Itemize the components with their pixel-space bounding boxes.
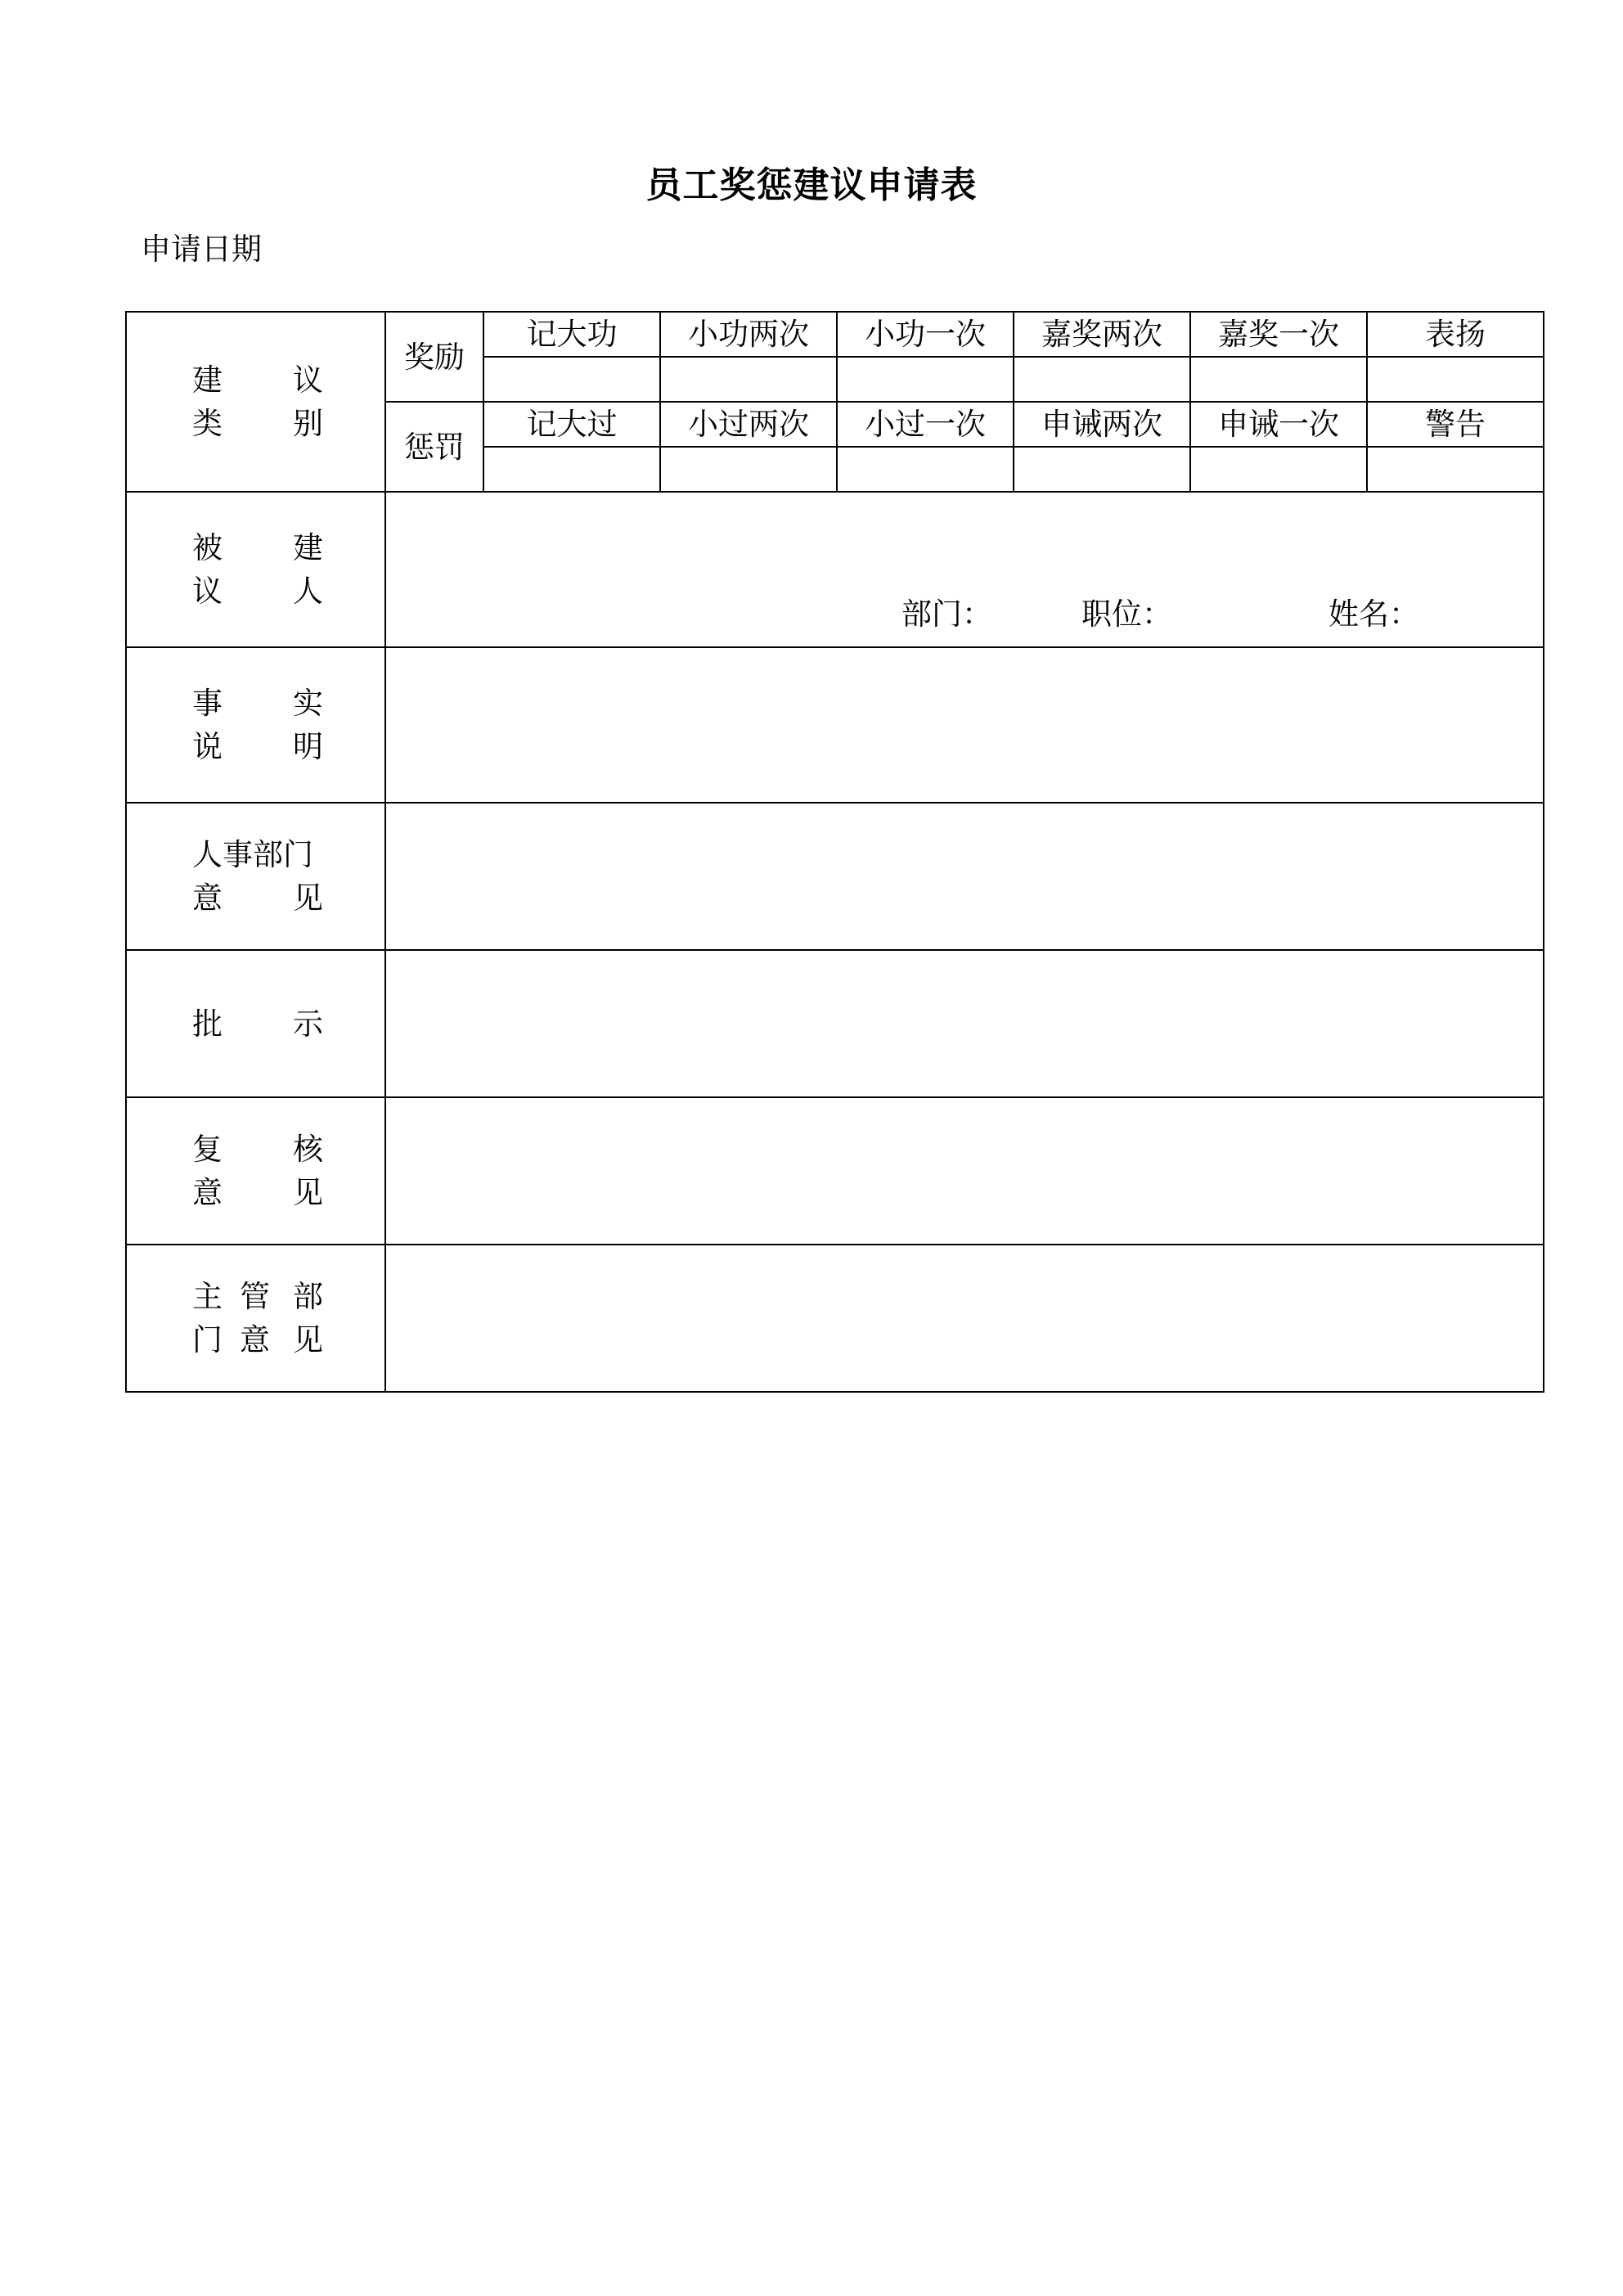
application-date-label: 申请日期 <box>141 232 262 267</box>
punishment-label: 惩罚 <box>385 402 483 492</box>
nominee-field[interactable] <box>385 492 1544 647</box>
nominee-label: 被 建 议 人 <box>126 492 385 647</box>
supervisor-opinion-field[interactable] <box>385 1245 1544 1392</box>
approval-label: 批 示 <box>126 950 385 1097</box>
reward-option: 嘉奖两次 <box>1014 312 1190 357</box>
reward-option: 小功一次 <box>837 312 1014 357</box>
punishment-check-cell[interactable] <box>1190 447 1367 492</box>
reward-check-cell[interactable] <box>1190 357 1367 402</box>
reward-punishment-form-table <box>125 311 1544 1393</box>
facts-field[interactable] <box>385 647 1544 803</box>
facts-row <box>126 647 1544 803</box>
reward-check-cell[interactable] <box>1014 357 1190 402</box>
reward-check-cell[interactable] <box>837 357 1014 402</box>
reward-label: 奖励 <box>385 312 483 402</box>
hr-opinion-label: 人事部门 意 见 <box>126 803 385 950</box>
reward-option: 记大功 <box>483 312 660 357</box>
nominee-row <box>126 492 1544 647</box>
position-label: 职位： <box>1081 597 1172 632</box>
punishment-check-cell[interactable] <box>660 447 837 492</box>
punishment-check-cell[interactable] <box>1014 447 1190 492</box>
punishment-check-cell[interactable] <box>837 447 1014 492</box>
punishment-option: 申诫一次 <box>1190 402 1367 447</box>
department-label: 部门： <box>901 597 992 632</box>
reward-check-cell[interactable] <box>660 357 837 402</box>
reward-option: 表扬 <box>1367 312 1544 357</box>
review-opinion-label: 复 核 意 见 <box>126 1097 385 1245</box>
form-title: 员工奖惩建议申请表 <box>645 164 978 206</box>
approval-field[interactable] <box>385 950 1544 1097</box>
supervisor-opinion-label: 主 管 部 门 意 见 <box>126 1245 385 1392</box>
punishment-option: 警告 <box>1367 402 1544 447</box>
review-opinion-row <box>126 1097 1544 1245</box>
review-opinion-field[interactable] <box>385 1097 1544 1245</box>
hr-opinion-row <box>126 803 1544 950</box>
supervisor-opinion-row <box>126 1245 1544 1392</box>
reward-option: 嘉奖一次 <box>1190 312 1367 357</box>
punishment-check-cell[interactable] <box>1367 447 1544 492</box>
facts-label: 事 实 说 明 <box>126 647 385 803</box>
suggestion-type-label: 建 议 类 别 <box>126 312 385 492</box>
punishment-option: 小过两次 <box>660 402 837 447</box>
reward-option: 小功两次 <box>660 312 837 357</box>
reward-check-cell[interactable] <box>483 357 660 402</box>
punishment-option: 记大过 <box>483 402 660 447</box>
name-label: 姓名： <box>1329 597 1419 632</box>
punishment-check-cell[interactable] <box>483 447 660 492</box>
punishment-option: 申诫两次 <box>1014 402 1190 447</box>
approval-row <box>126 950 1544 1097</box>
reward-check-cell[interactable] <box>1367 357 1544 402</box>
reward-options-row <box>126 312 1544 357</box>
punishment-option: 小过一次 <box>837 402 1014 447</box>
hr-opinion-field[interactable] <box>385 803 1544 950</box>
